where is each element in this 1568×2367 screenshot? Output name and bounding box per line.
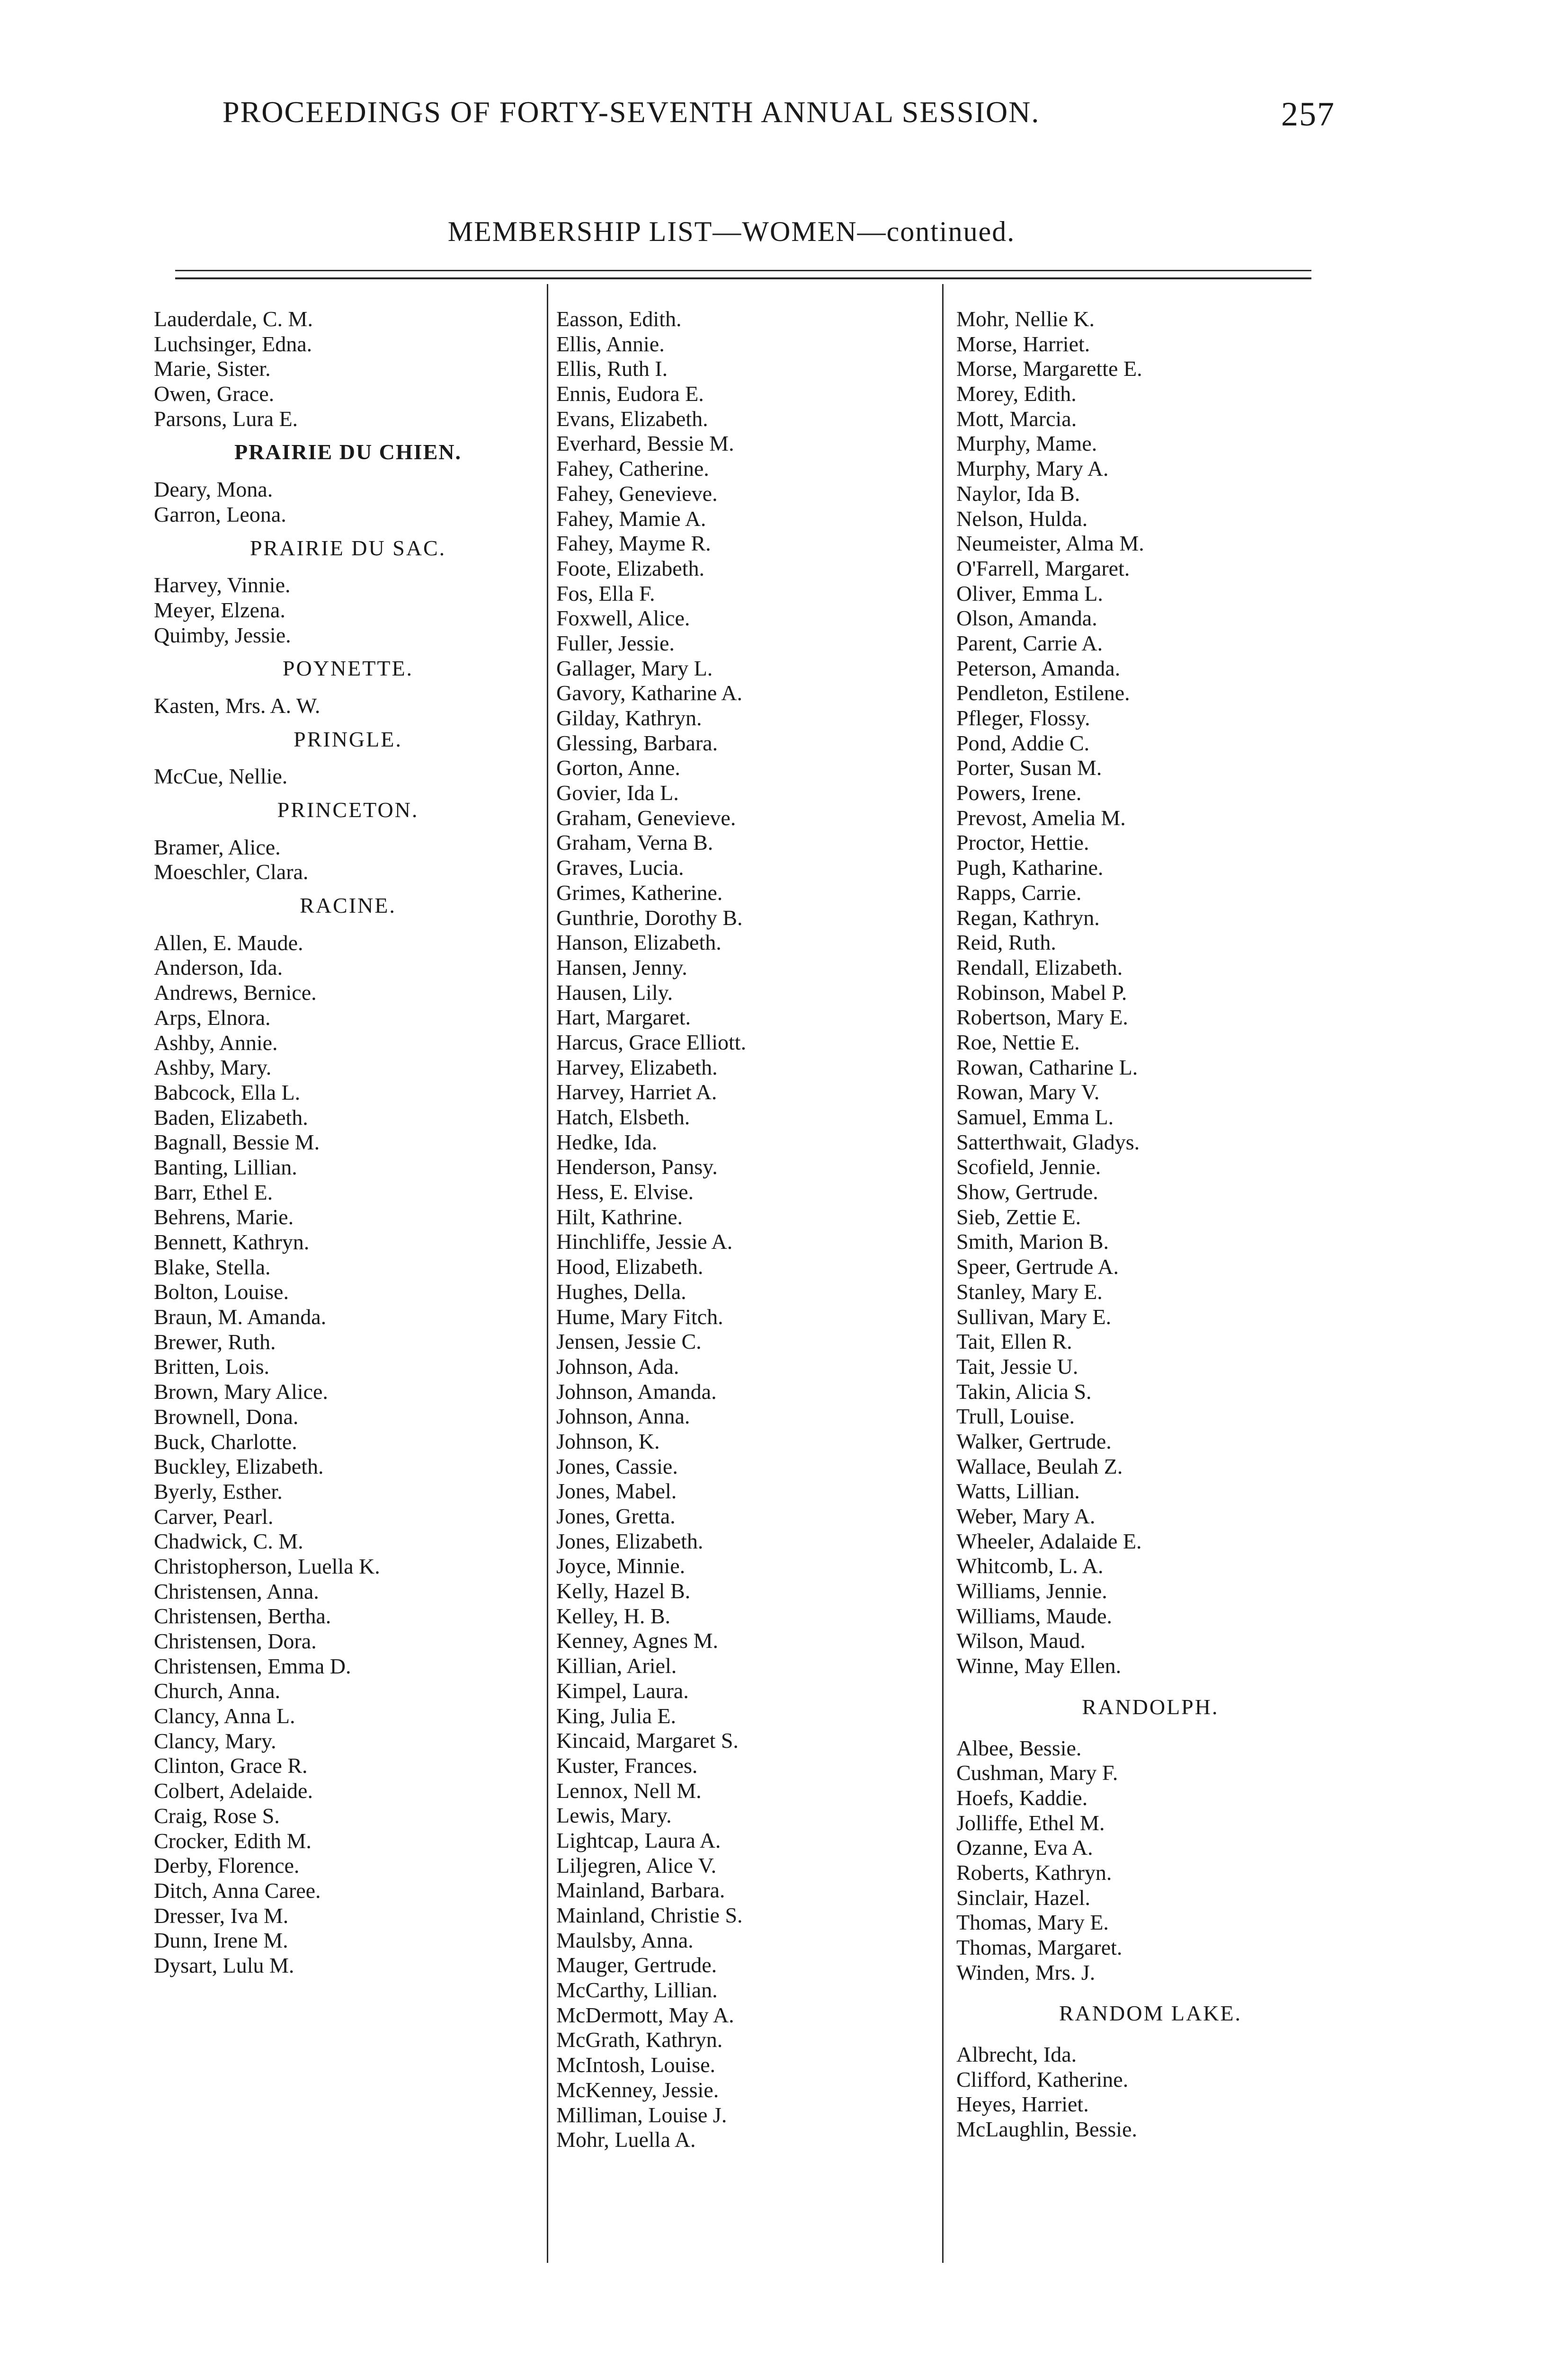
member-entry: Tait, Jessie U. [956,1354,1078,1379]
member-entry: Winden, Mrs. J. [956,1960,1096,1984]
member-entry: Reid, Ruth. [956,930,1056,955]
member-entry: Oliver, Emma L. [956,581,1103,605]
member-entry: Glessing, Barbara. [556,730,718,755]
member-entry: McCarthy, Lillian. [556,1978,718,2002]
member-entry: Pfleger, Flossy. [956,706,1090,730]
member-entry: Mohr, Luella A. [556,2127,696,2152]
member-entry: Watts, Lillian. [956,1479,1080,1504]
header-rule-double [175,277,1311,279]
member-entry: Rowan, Catharine L. [956,1055,1138,1079]
member-entry: Andrews, Bernice. [154,980,317,1005]
column-3 [956,307,1345,2142]
running-header [223,95,1335,133]
column-divider [547,284,548,2263]
member-entry: Johnson, Anna. [556,1404,690,1429]
member-entry: Barr, Ethel E. [154,1180,273,1204]
member-entry: Weber, Mary A. [956,1504,1096,1528]
member-entry: Baden, Elizabeth. [154,1105,308,1130]
member-entry: Hilt, Kathrine. [556,1204,683,1229]
member-entry: Samuel, Emma L. [956,1105,1114,1129]
member-entry: Mohr, Nellie K. [956,307,1095,331]
member-entry: Satterthwait, Gladys. [956,1130,1140,1154]
member-entry: Deary, Mona. [154,477,273,502]
member-entry: Hughes, Della. [556,1279,686,1304]
member-entry: Ashby, Annie. [154,1030,278,1055]
member-entry: Jones, Mabel. [556,1479,677,1504]
member-entry: Morey, Edith. [956,382,1077,406]
member-entry: McLaughlin, Bessie. [956,2117,1137,2142]
member-entry: Johnson, Amanda. [556,1379,717,1404]
member-entry: Everhard, Bessie M. [556,431,734,456]
member-entry: Bagnall, Bessie M. [154,1130,320,1155]
member-entry: Murphy, Mame. [956,431,1097,456]
member-entry: Parsons, Lura E. [154,406,298,431]
town-heading: PRAIRIE DU SAC. [249,535,446,560]
member-entry: Tait, Ellen R. [956,1329,1072,1354]
member-entry: Fuller, Jessie. [556,631,675,655]
member-entry: Thomas, Margaret. [956,1935,1123,1959]
member-entry: Speer, Gertrude A. [956,1255,1119,1279]
member-entry: Mott, Marcia. [956,406,1077,431]
running-title: PROCEEDINGS OF FORTY-SEVENTH ANNUAL SESSION. [223,95,1040,129]
member-entry: Whitcomb, L. A. [956,1554,1104,1578]
member-entry: Kincaid, Margaret S. [556,1728,739,1753]
member-entry: Hart, Margaret. [556,1005,691,1030]
member-entry: Dunn, Irene M. [154,1928,288,1953]
member-entry: McDermott, May A. [556,2002,734,2027]
member-entry: Jones, Elizabeth. [556,1529,704,1553]
member-entry: Hood, Elizabeth. [556,1255,704,1279]
member-entry: Meyer, Elzena. [154,597,285,622]
member-entry: Crocker, Edith M. [154,1828,312,1853]
town-heading: RANDOM LAKE. [1059,2001,1242,2026]
member-entry: Roberts, Kathryn. [956,1860,1112,1885]
member-entry: Sullivan, Mary E. [956,1304,1112,1329]
member-entry: Fahey, Genevieve. [556,481,718,506]
member-entry: Williams, Jennie. [956,1579,1107,1603]
member-entry: King, Julia E. [556,1703,676,1728]
member-entry: Hanson, Elizabeth. [556,930,722,955]
member-entry: Albrecht, Ida. [956,2042,1077,2067]
member-entry: Jones, Cassie. [556,1454,678,1478]
member-entry: Parent, Carrie A. [956,631,1103,655]
member-entry: Harvey, Vinnie. [154,573,291,597]
member-entry: Clifford, Katherine. [956,2067,1129,2091]
member-entry: Olson, Amanda. [956,606,1097,631]
page-number: 257 [1281,95,1335,133]
member-entry: Maulsby, Anna. [556,1928,694,1952]
member-entry: Scofield, Jennie. [956,1155,1101,1179]
member-entry: Ellis, Ruth I. [556,356,668,381]
member-entry: McCue, Nellie. [154,764,288,789]
member-entry: Morse, Margarette E. [956,356,1142,381]
member-entry: Johnson, K. [556,1429,660,1453]
member-entry: Buck, Charlotte. [154,1429,297,1454]
member-entry: Fahey, Mamie A. [556,506,706,531]
member-entry: Sieb, Zettie E. [956,1204,1081,1229]
section-title: MEMBERSHIP LIST—WOMEN—continued. [447,216,1016,247]
member-entry: Church, Anna. [154,1679,281,1703]
member-entry: Neumeister, Alma M. [956,531,1144,556]
member-entry: Liljegren, Alice V. [556,1853,717,1878]
member-entry: Powers, Irene. [956,781,1082,805]
member-entry: Banting, Lillian. [154,1155,297,1179]
member-entry: Trull, Louise. [956,1404,1075,1429]
member-entry: McIntosh, Louise. [556,2053,716,2077]
member-entry: Clancy, Mary. [154,1728,276,1753]
member-entry: Pugh, Katharine. [956,855,1104,880]
town-heading: PRINGLE. [294,727,402,751]
member-entry: Quimby, Jessie. [154,623,291,647]
member-entry: Owen, Grace. [154,382,275,406]
member-entry: Lennox, Nell M. [556,1778,702,1803]
member-entry: Luchsinger, Edna. [154,331,312,356]
member-entry: Brownell, Dona. [154,1404,299,1429]
member-entry: Blake, Stella. [154,1255,271,1279]
member-entry: Graham, Verna B. [556,830,713,855]
member-entry: Evans, Elizabeth. [556,406,708,431]
member-entry: Christensen, Bertha. [154,1604,331,1628]
member-entry: Takin, Alicia S. [956,1379,1092,1404]
member-entry: Arps, Elnora. [154,1005,271,1030]
member-entry: Graves, Lucia. [556,855,684,880]
member-entry: Hinchliffe, Jessie A. [556,1229,733,1254]
member-entry: Byerly, Esther. [154,1479,283,1504]
member-entry: Brown, Mary Alice. [154,1379,328,1404]
member-entry: Cushman, Mary F. [956,1761,1118,1785]
member-entry: Foxwell, Alice. [556,606,690,631]
member-entry: Milliman, Louise J. [556,2102,727,2127]
member-entry: Jensen, Jessie C. [556,1329,702,1354]
member-entry: Joyce, Minnie. [556,1554,686,1578]
member-entry: Kimpel, Laura. [556,1678,689,1703]
member-entry: Clinton, Grace R. [154,1753,308,1778]
town-heading: PRAIRIE DU CHIEN. [234,440,462,464]
town-heading: PRINCETON. [277,798,419,822]
member-entry: Jones, Gretta. [556,1504,676,1528]
member-entry: Gallager, Mary L. [556,656,713,680]
member-entry: Hedke, Ida. [556,1130,658,1154]
member-entry: Rendall, Elizabeth. [956,955,1123,979]
member-entry: Williams, Maude. [956,1603,1113,1628]
member-entry: McGrath, Kathryn. [556,2028,723,2052]
member-entry: Britten, Lois. [154,1354,270,1379]
member-entry: Craig, Rose S. [154,1803,280,1828]
member-entry: Johnson, Ada. [556,1354,679,1379]
member-entry: Jolliffe, Ethel M. [956,1810,1105,1835]
member-entry: Winne, May Ellen. [956,1654,1122,1678]
member-entry: Dysart, Lulu M. [154,1953,294,1977]
member-entry: Porter, Susan M. [956,756,1102,780]
member-entry: Walker, Gertrude. [956,1429,1112,1453]
member-entry: Killian, Ariel. [556,1654,677,1678]
member-entry: Christensen, Anna. [154,1579,319,1603]
member-entry: Ellis, Annie. [556,331,665,356]
town-heading: POYNETTE. [282,656,414,681]
member-entry: Gorton, Anne. [556,756,680,780]
member-entry: Graham, Genevieve. [556,805,736,830]
member-entry: Harcus, Grace Elliott. [556,1030,747,1054]
member-entry: Harvey, Elizabeth. [556,1055,718,1079]
member-entry: Buckley, Elizabeth. [154,1454,324,1479]
member-entry: Wallace, Beulah Z. [956,1454,1123,1478]
member-entry: Mainland, Christie S. [556,1903,743,1927]
member-entry: Rowan, Mary V. [956,1080,1100,1104]
member-entry: Moeschler, Clara. [154,860,309,884]
member-entry: Ozanne, Eva A. [956,1835,1093,1860]
member-entry: Babcock, Ella L. [154,1080,301,1104]
member-entry: Henderson, Pansy. [556,1155,718,1179]
member-entry: Derby, Florence. [154,1853,300,1878]
member-entry: Easson, Edith. [556,307,682,331]
member-entry: Fos, Ella F. [556,581,655,605]
member-entry: Gunthrie, Dorothy B. [556,905,743,930]
member-entry: Hausen, Lily. [556,980,673,1005]
member-entry: Robinson, Mabel P. [956,980,1127,1005]
member-entry: Christensen, Dora. [154,1629,317,1653]
member-entry: Fahey, Mayme R. [556,531,711,556]
member-entry: Bolton, Louise. [154,1280,289,1304]
member-entry: Hatch, Elsbeth. [556,1105,690,1129]
member-entry: Lauderdale, C. M. [154,307,313,331]
member-entry: Gavory, Katharine A. [556,681,742,705]
member-entry: Lewis, Mary. [556,1803,672,1828]
member-entry: Pendleton, Estilene. [956,681,1130,705]
member-entry: Hess, E. Elvise. [556,1180,694,1204]
member-entry: Harvey, Harriet A. [556,1080,717,1104]
member-entry: Bennett, Kathryn. [154,1230,310,1254]
member-entry: Pond, Addie C. [956,730,1090,755]
member-entry: Chadwick, C. M. [154,1529,303,1554]
member-entry: Rapps, Carrie. [956,880,1082,905]
member-entry: Nelson, Hulda. [956,506,1088,531]
member-entry: Christensen, Emma D. [154,1654,351,1678]
member-entry: Grimes, Katherine. [556,880,723,905]
member-entry: Kelley, H. B. [556,1603,671,1628]
member-entry: Hansen, Jenny. [556,955,687,979]
member-entry: Kelly, Hazel B. [556,1579,691,1603]
header-rule [175,270,1311,271]
member-entry: Albee, Bessie. [956,1735,1082,1760]
member-entry: Ashby, Mary. [154,1055,272,1080]
member-entry: Allen, E. Maude. [154,930,303,955]
member-entry: Kuster, Frances. [556,1753,698,1778]
member-entry: Regan, Kathryn. [956,905,1100,930]
member-entry: Hoefs, Kaddie. [956,1785,1088,1810]
member-entry: O'Farrell, Margaret. [956,556,1130,580]
member-entry: Smith, Marion B. [956,1229,1109,1254]
member-entry: Murphy, Mary A. [956,456,1109,481]
member-entry: Garron, Leona. [154,502,286,526]
member-entry: McKenney, Jessie. [556,2077,719,2102]
member-entry: Thomas, Mary E. [956,1910,1109,1935]
member-entry: Christopherson, Luella K. [154,1554,380,1578]
member-entry: Mauger, Gertrude. [556,1953,717,1977]
member-entry: Mainland, Barbara. [556,1878,725,1903]
member-entry: Fahey, Catherine. [556,456,709,481]
member-entry: Colbert, Adelaide. [154,1779,313,1803]
member-entry: Morse, Harriet. [956,331,1090,356]
town-heading: RACINE. [300,893,396,918]
member-entry: Marie, Sister. [154,356,271,381]
member-entry: Anderson, Ida. [154,955,283,980]
member-entry: Lightcap, Laura A. [556,1828,721,1852]
column-1 [154,307,542,1978]
member-entry: Kasten, Mrs. A. W. [154,693,321,718]
member-entry: Proctor, Hettie. [956,830,1089,855]
member-entry: Behrens, Marie. [154,1205,294,1229]
column-2 [556,307,944,2153]
member-entry: Foote, Elizabeth. [556,556,704,580]
member-entry: Prevost, Amelia M. [956,805,1126,830]
member-entry: Peterson, Amanda. [956,656,1121,680]
member-entry: Brewer, Ruth. [154,1329,276,1354]
member-entry: Stanley, Mary E. [956,1279,1103,1304]
member-entry: Heyes, Harriet. [956,2092,1089,2117]
town-heading: RANDOLPH. [1082,1694,1219,1719]
member-entry: Carver, Pearl. [154,1504,274,1529]
member-entry: Sinclair, Hazel. [956,1885,1090,1910]
member-entry: Dresser, Iva M. [154,1903,289,1928]
member-entry: Robertson, Mary E. [956,1005,1128,1030]
member-entry: Naylor, Ida B. [956,481,1080,506]
member-entry: Wilson, Maud. [956,1628,1086,1653]
member-entry: Wheeler, Adalaide E. [956,1529,1142,1553]
member-entry: Gilday, Kathryn. [556,706,702,730]
member-entry: Clancy, Anna L. [154,1704,295,1728]
member-entry: Ennis, Eudora E. [556,382,704,406]
member-entry: Kenney, Agnes M. [556,1628,718,1653]
member-entry: Show, Gertrude. [956,1180,1098,1204]
member-entry: Braun, M. Amanda. [154,1305,327,1329]
member-entry: Govier, Ida L. [556,781,679,805]
member-entry: Ditch, Anna Caree. [154,1878,321,1903]
member-entry: Roe, Nettie E. [956,1030,1080,1054]
member-entry: Hume, Mary Fitch. [556,1304,723,1329]
member-entry: Bramer, Alice. [154,835,281,859]
